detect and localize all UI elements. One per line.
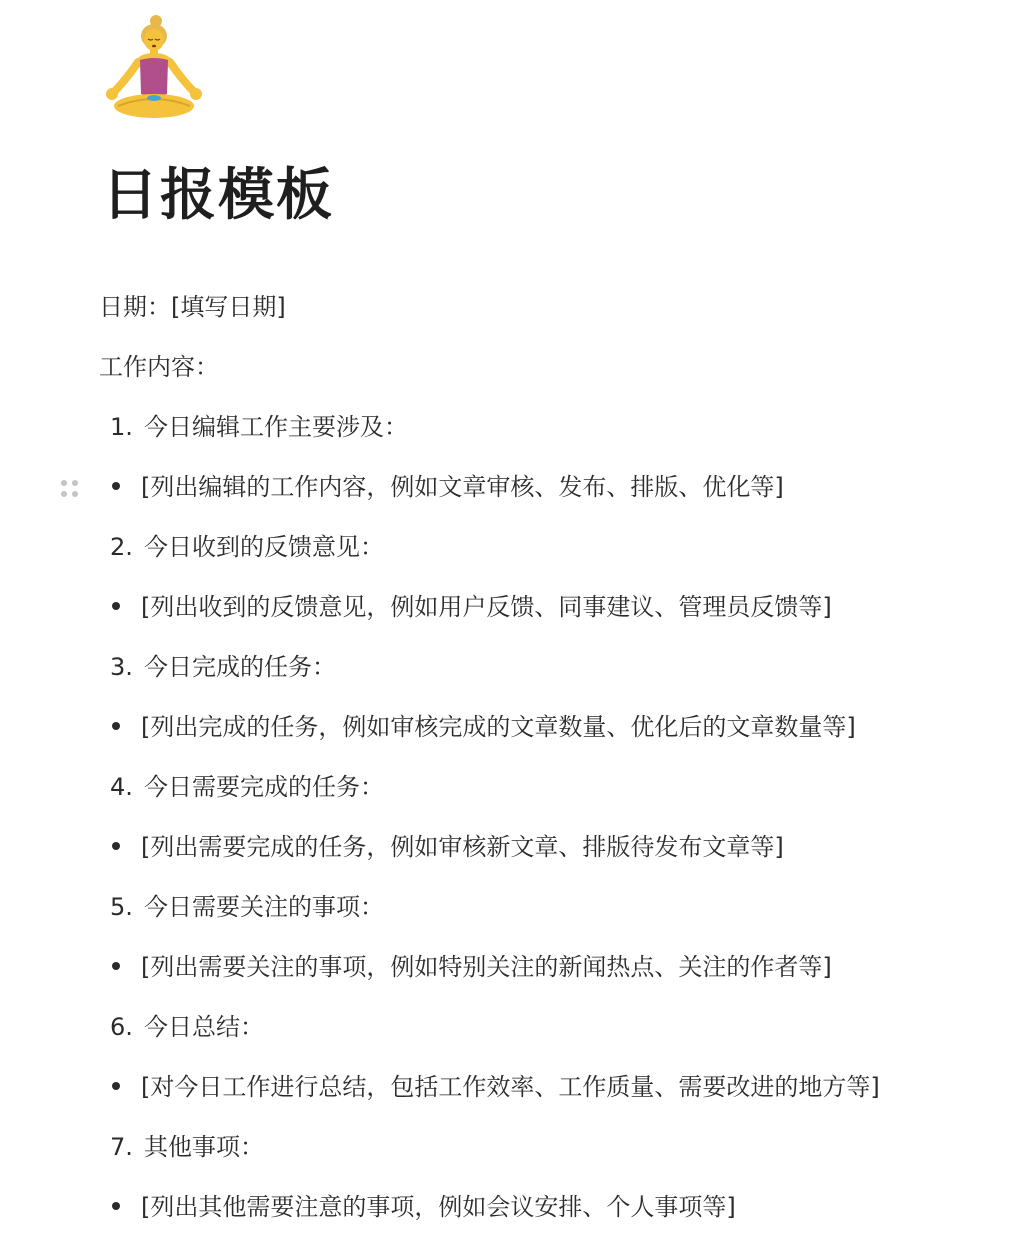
bullet-text: [列出需要关注的事项，例如特别关注的新闻热点、关注的作者等] xyxy=(141,953,832,981)
numbered-item xyxy=(110,1129,264,1165)
numbered-item xyxy=(110,649,336,685)
bullet-icon xyxy=(112,722,120,730)
bullet-item xyxy=(112,709,856,745)
bullet-item xyxy=(112,589,832,625)
item-heading: 今日编辑工作主要涉及： xyxy=(144,413,408,441)
item-heading: 今日完成的任务： xyxy=(144,653,336,681)
numbered-item xyxy=(110,1009,264,1045)
item-number: 6. xyxy=(110,1013,133,1041)
numbered-item xyxy=(110,769,384,805)
bullet-icon xyxy=(112,962,120,970)
bullet-text: [列出收到的反馈意见，例如用户反馈、同事建议、管理员反馈等] xyxy=(141,593,832,621)
bullet-icon xyxy=(112,842,120,850)
woman-in-lotus-position-icon[interactable] xyxy=(104,14,204,120)
bullet-item xyxy=(112,1069,880,1105)
bullet-text: [列出编辑的工作内容，例如文章审核、发布、排版、优化等] xyxy=(141,473,784,501)
bullet-item xyxy=(112,469,784,505)
numbered-item xyxy=(110,889,384,925)
item-heading: 今日收到的反馈意见： xyxy=(144,533,384,561)
date-line: 日期：[填写日期] xyxy=(99,293,286,321)
item-heading: 其他事项： xyxy=(144,1133,264,1161)
bullet-text: [列出需要完成的任务，例如审核新文章、排版待发布文章等] xyxy=(141,833,784,861)
bullet-icon xyxy=(112,482,120,490)
bullet-text: [列出其他需要注意的事项，例如会议安排、个人事项等] xyxy=(141,1193,736,1221)
page-title: 日报模板 xyxy=(102,163,334,228)
bullet-icon xyxy=(112,1202,120,1210)
numbered-item xyxy=(110,529,384,565)
bullet-text: [对今日工作进行总结，包括工作效率、工作质量、需要改进的地方等] xyxy=(141,1073,880,1101)
item-number: 1. xyxy=(110,413,133,441)
bullet-text: [列出完成的任务，例如审核完成的文章数量、优化后的文章数量等] xyxy=(141,713,856,741)
item-heading: 今日总结： xyxy=(144,1013,264,1041)
bullet-item xyxy=(112,829,784,865)
item-number: 4. xyxy=(110,773,133,801)
bullet-item xyxy=(112,1189,736,1225)
item-heading: 今日需要完成的任务： xyxy=(144,773,384,801)
item-number: 3. xyxy=(110,653,133,681)
drag-handle-icon[interactable] xyxy=(60,479,80,499)
item-number: 2. xyxy=(110,533,133,561)
bullet-item xyxy=(112,949,832,985)
item-heading: 今日需要关注的事项： xyxy=(144,893,384,921)
bullet-icon xyxy=(112,1082,120,1090)
item-number: 5. xyxy=(110,893,133,921)
numbered-item xyxy=(110,409,408,445)
item-number: 7. xyxy=(110,1133,133,1161)
work-content-label: 工作内容： xyxy=(99,353,219,381)
bullet-icon xyxy=(112,602,120,610)
